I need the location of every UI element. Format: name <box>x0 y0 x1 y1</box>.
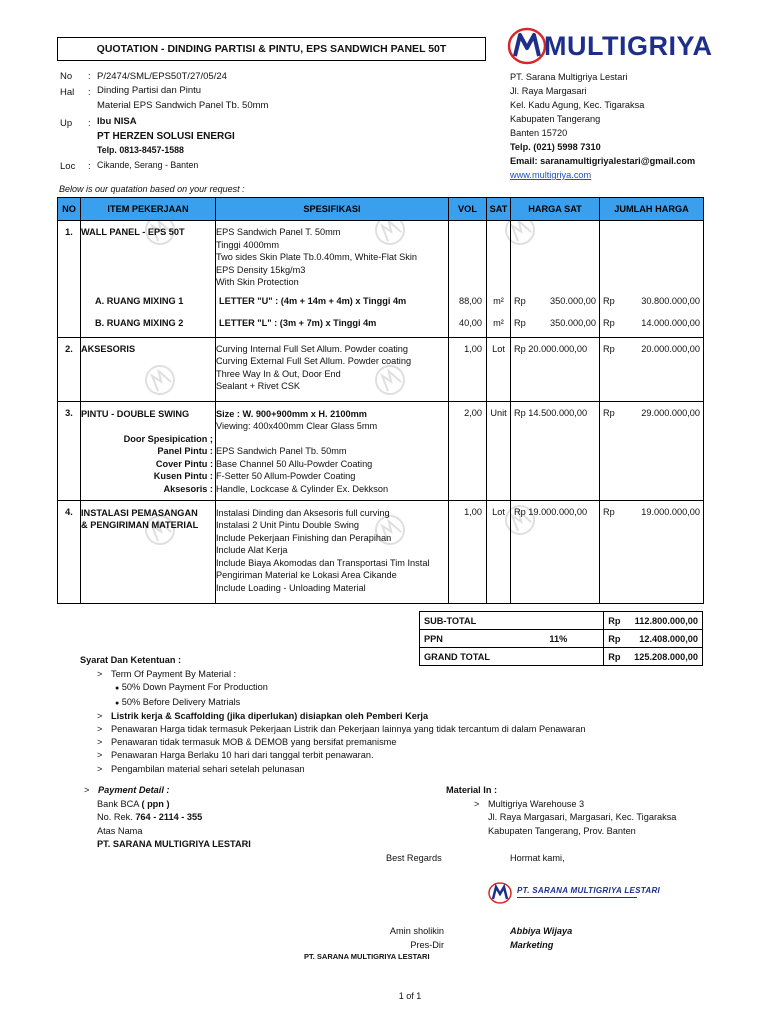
ppn-value: 12.408.000,00 <box>630 630 702 648</box>
row-jumlah <box>600 313 704 337</box>
bullet-icon: ● <box>115 685 120 693</box>
row-harga: Rp 20.000.000,00 <box>511 337 600 401</box>
hal-value-2: Material EPS Sandwich Panel Tb. 50mm <box>97 100 269 111</box>
jumlah-value: 29.000.000,00 <box>641 407 700 418</box>
harga-value: 350.000,00 <box>550 318 596 328</box>
rp-label: Rp <box>603 506 615 517</box>
sub-label: Door Spesipication ; <box>123 433 213 444</box>
table-row <box>58 221 704 292</box>
term-item: Pengambilan material sehari setelah pelunasan <box>111 763 305 774</box>
hal-value-1: Dinding Partisi dan Pintu <box>97 85 202 96</box>
payment-title: Payment Detail : <box>98 785 170 795</box>
subtotal-row <box>420 612 703 630</box>
company-email: Email: saranamultigriyalestari@gmail.com <box>510 156 696 166</box>
item-title: PINTU - DOUBLE SWING <box>81 408 190 419</box>
row-spec-b: LETTER "L" : (3m + 7m) x Tinggi 4m <box>216 313 449 337</box>
jumlah-value: 30.800.000,00 <box>641 296 700 306</box>
table-row <box>58 313 704 337</box>
company-address-1: Jl. Raya Margasari <box>510 86 587 96</box>
no-label: No <box>60 71 73 82</box>
col-header-spec: SPESIFIKASI <box>216 198 449 221</box>
bank-name: Bank BCA <box>97 798 139 809</box>
company-name: PT. Sarana Multigriya Lestari <box>510 72 628 82</box>
rp-label: Rp <box>603 296 615 306</box>
row-vol: 88,00 <box>449 291 487 313</box>
row-sat: m² <box>487 313 511 337</box>
spec-line: Include Biaya Akomodas dan Transportasi Tim Instal <box>216 557 430 568</box>
row-sat: Lot <box>487 500 511 603</box>
quotation-table <box>57 197 703 604</box>
term-item: Listrik kerja & Scaffolding (jika diperlukan) disiapkan oleh Pemberi Kerja <box>111 710 429 721</box>
spec-line: Curving Internal Full Set Allum. Powder coating <box>216 343 409 354</box>
company-address-3: Kabupaten Tangerang <box>510 114 601 124</box>
spec-line: Curving External Full Set Allum. Powder coating <box>216 356 412 367</box>
bullet-icon: ● <box>115 699 120 707</box>
row-no: 3. <box>58 401 81 500</box>
signer-2-block <box>510 925 572 952</box>
signer-1-name: Amin sholikin <box>389 926 444 936</box>
row-item: AKSESORIS <box>81 337 216 401</box>
company-stamp-logo-icon <box>486 880 516 906</box>
signer-1-role: Pres-Dir <box>410 939 444 950</box>
rp-label: Rp <box>603 407 615 418</box>
row-spec <box>216 500 449 603</box>
intro-text: Below is our quatation based on your request : <box>59 184 245 194</box>
material-in-line: Jl. Raya Margasari, Margasari, Kec. Tigaraksa <box>488 812 677 822</box>
jumlah-value: 19.000.000,00 <box>641 506 700 517</box>
up-colon: : <box>88 118 91 129</box>
subtotal-value: 112.800.000,00 <box>630 612 702 630</box>
spec-line: Instalasi 2 Unit Pintu Double Swing <box>216 520 359 531</box>
harga-value: 350.000,00 <box>550 296 596 306</box>
table-header-row <box>58 198 704 221</box>
spec-line: F-Setter 50 Allum-Powder Coating <box>216 471 356 482</box>
table-row <box>58 291 704 313</box>
stamp-underline <box>517 897 637 898</box>
signer-company: PT. SARANA MULTIGRIYA LESTARI <box>304 952 430 961</box>
jumlah-value: 14.000.000,00 <box>641 318 700 328</box>
spec-line: Two sides Skin Plate Tb.0.40mm, White-Flat Skin <box>216 252 418 263</box>
sub-label: Cover Pintu : <box>155 458 213 469</box>
quotation-number: P/2474/SML/EPS50T/27/05/24 <box>97 71 227 82</box>
col-header-jumlah: JUMLAH HARGA <box>600 198 704 221</box>
arrow-icon: > <box>97 763 103 774</box>
ppn-label: PPN <box>420 630 515 648</box>
row-jumlah <box>600 291 704 313</box>
col-header-vol: VOL <box>449 198 487 221</box>
up-label: Up <box>60 118 73 129</box>
signer-2-role: Marketing <box>510 939 554 950</box>
rp-label: Rp <box>603 343 615 354</box>
col-header-no: NO <box>58 198 81 221</box>
no-colon: : <box>88 71 91 82</box>
row-item-b: B. RUANG MIXING 2 <box>81 313 216 337</box>
spec-line: Sealant + Rivet CSK <box>216 381 301 392</box>
spec-line: EPS Sandwich Panel Tb. 50mm <box>216 446 347 457</box>
spec-line: Include Pekerjaan Finishing dan Perapihan <box>216 532 392 543</box>
account-holder: PT. SARANA MULTIGRIYA LESTARI <box>97 839 251 849</box>
company-website-link[interactable]: www.multigriya.com <box>510 170 592 180</box>
spec-line: Viewing: 400x400mm Clear Glass 5mm <box>216 421 378 432</box>
rp-label: Rp <box>604 612 630 630</box>
subtotal-label: SUB-TOTAL <box>420 612 515 630</box>
spec-line: EPS Density 15kg/m3 <box>216 264 306 275</box>
material-in-title: Material In : <box>446 785 498 795</box>
stamp-text: PT. SARANA MULTIGRIYA LESTARI <box>517 886 661 895</box>
term-item: Penawaran Harga Berlaku 10 hari dari tanggal terbit penawaran. <box>111 750 374 761</box>
arrow-icon: > <box>84 785 90 795</box>
sub-label: Kusen Pintu : <box>153 471 213 482</box>
term-item: Penawaran Harga tidak termasuk Pekerjaan Listrik dan Pekerjaan lainnya yang tidak tercantum di dalam Penawaran <box>111 724 586 735</box>
bank-note: ( ppn ) <box>141 798 170 809</box>
rp-label: Rp <box>604 630 630 648</box>
spec-line: With Skin Protection <box>216 277 299 288</box>
row-spec-a: LETTER "U" : (4m + 14m + 4m) x Tinggi 4m <box>216 291 449 313</box>
row-jumlah <box>600 500 704 603</box>
term-sub-item: 50% Before Delivery Matrials <box>121 696 241 707</box>
row-harga: Rp 19.000.000,00 <box>511 500 600 603</box>
spec-line: Three Way In & Out, Door End <box>216 368 341 379</box>
row-item <box>81 500 216 603</box>
arrow-icon: > <box>474 798 480 809</box>
row-harga: Rp 14.500.000,00 <box>511 401 600 500</box>
material-in-section <box>446 784 676 838</box>
up-phone: Telp. 0813-8457-1588 <box>97 145 184 155</box>
term-item: Penawaran tidak termasuk MOB & DEMOB yang bersifat premanisme <box>111 737 397 748</box>
terms-title: Syarat Dan Ketentuan : <box>80 655 182 665</box>
row-item: WALL PANEL - EPS 50T <box>81 221 216 292</box>
ppn-row <box>420 630 703 648</box>
table-row <box>58 500 704 603</box>
grand-total-label: GRAND TOTAL <box>420 648 515 666</box>
arrow-icon: > <box>97 724 103 735</box>
row-harga <box>511 291 600 313</box>
rp-label: Rp <box>514 296 526 306</box>
signer-1-block <box>370 925 444 952</box>
item-title-1: INSTALASI PEMASANGAN <box>81 507 198 518</box>
loc-label: Loc <box>60 161 76 172</box>
term-sub-item: 50% Down Payment For Production <box>121 682 268 693</box>
atas-nama-label: Atas Nama <box>97 825 143 836</box>
grand-total-value: 125.208.000,00 <box>630 648 702 666</box>
spec-line: Base Channel 50 Allu-Powder Coating <box>216 458 373 469</box>
row-vol: 2,00 <box>449 401 487 500</box>
document-title: QUOTATION - DINDING PARTISI & PINTU, EPS SANDWICH PANEL 50T <box>57 37 486 61</box>
rp-label: Rp <box>514 318 526 328</box>
row-vol: 1,00 <box>449 500 487 603</box>
best-regards: Best Regards <box>386 853 442 863</box>
row-harga <box>511 313 600 337</box>
arrow-icon: > <box>97 669 103 680</box>
col-header-sat: SAT <box>487 198 511 221</box>
signer-2-name: Abbiya Wijaya <box>510 926 573 936</box>
hal-label: Hal <box>60 87 75 98</box>
spec-line: Include Alat Kerja <box>216 545 288 556</box>
jumlah-value: 20.000.000,00 <box>641 343 700 354</box>
company-address-2: Kel. Kadu Agung, Kec. Tigaraksa <box>510 100 645 110</box>
up-name: Ibu NISA <box>97 116 137 127</box>
arrow-icon: > <box>97 737 103 748</box>
row-item <box>81 401 216 500</box>
row-sat: m² <box>487 291 511 313</box>
company-address-4: Banten 15720 <box>510 128 568 138</box>
table-row <box>58 401 704 500</box>
terms-section <box>80 654 585 776</box>
arrow-icon: > <box>97 750 103 761</box>
sub-label: Panel Pintu : <box>157 446 213 457</box>
row-spec <box>216 401 449 500</box>
row-spec <box>216 221 449 292</box>
row-jumlah <box>600 401 704 500</box>
loc-colon: : <box>88 161 91 172</box>
logo-text: MULTIGRIYA <box>544 31 713 61</box>
rek-number: 764 - 2114 - 355 <box>135 812 203 822</box>
row-sat: Lot <box>487 337 511 401</box>
company-info <box>510 70 695 182</box>
col-header-item: ITEM PEKERJAAN <box>81 198 216 221</box>
material-in-line: Kabupaten Tangerang, Prov. Banten <box>488 825 636 836</box>
spec-line: Handle, Lockcase & Cylinder Ex. Dekkson <box>216 484 389 495</box>
item-title-2: & PENGIRIMAN MATERIAL <box>81 520 199 531</box>
rp-label: Rp <box>604 648 630 666</box>
row-no: 1. <box>58 221 81 292</box>
hal-colon: : <box>88 87 91 98</box>
material-in-line: Multigriya Warehouse 3 <box>488 798 585 809</box>
rp-label: Rp <box>603 318 615 328</box>
sub-label: Aksesoris : <box>163 484 213 495</box>
spec-line: Include Loading - Unloading Material <box>216 583 366 594</box>
up-company: PT HERZEN SOLUSI ENERGI <box>97 131 235 142</box>
loc-value: Cikande, Serang - Banten <box>97 160 199 170</box>
row-sat: Unit <box>487 401 511 500</box>
hormat-kami: Hormat kami, <box>510 853 565 863</box>
table-row <box>58 337 704 401</box>
row-jumlah <box>600 337 704 401</box>
arrow-icon: > <box>97 710 103 721</box>
row-no: 4. <box>58 500 81 603</box>
row-item-a: A. RUANG MIXING 1 <box>81 291 216 313</box>
spec-line: Tinggi 4000mm <box>216 239 279 250</box>
ppn-percent: 11% <box>514 630 603 648</box>
term-item: Term Of Payment By Material : <box>111 669 237 680</box>
spec-line: Instalasi Dinding dan Aksesoris full curving <box>216 507 390 518</box>
spec-line: Pengiriman Material ke Lokasi Area Cikande <box>216 570 397 581</box>
row-no: 2. <box>58 337 81 401</box>
row-spec <box>216 337 449 401</box>
row-vol: 1,00 <box>449 337 487 401</box>
payment-section <box>84 784 251 852</box>
col-header-harga: HARGA SAT <box>511 198 600 221</box>
row-vol: 40,00 <box>449 313 487 337</box>
page-number: 1 of 1 <box>398 991 422 1001</box>
spec-line: Size : W. 900+900mm x H. 2100mm <box>216 408 367 419</box>
company-phone: Telp. (021) 5998 7310 <box>510 142 601 152</box>
rek-label: No. Rek. <box>97 812 133 822</box>
spec-line: EPS Sandwich Panel T. 50mm <box>216 227 341 237</box>
